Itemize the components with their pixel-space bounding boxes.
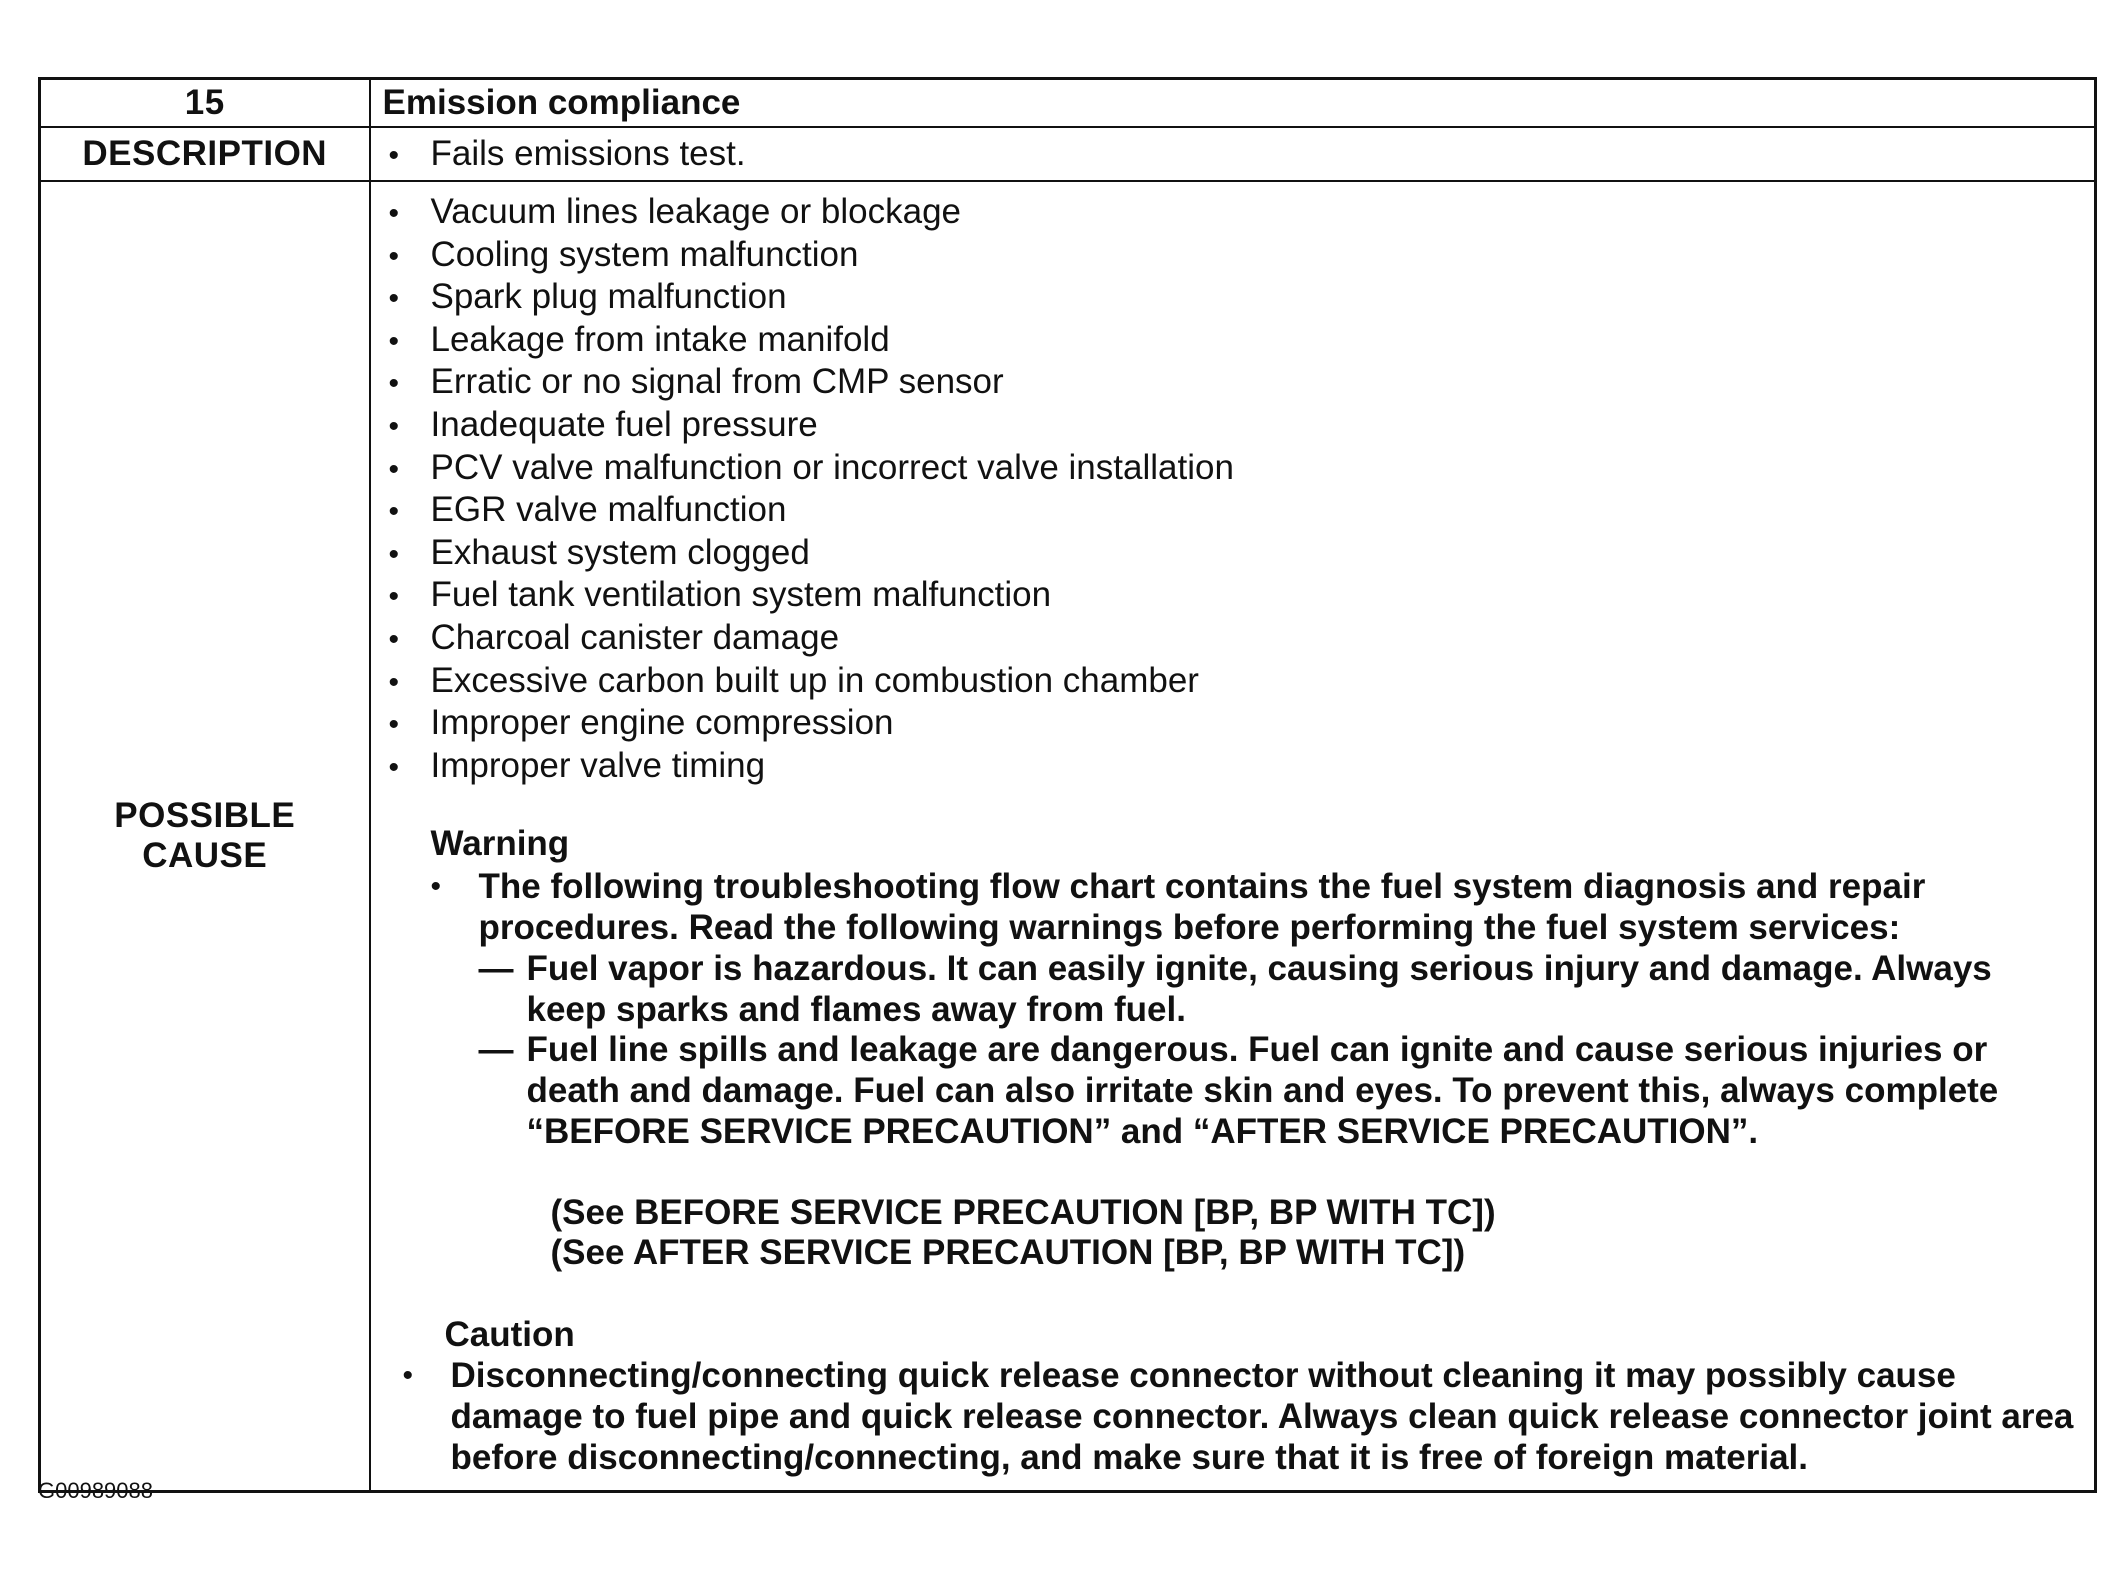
cause-text: PCV valve malfunction or incorrect valve installation xyxy=(430,447,1234,487)
cause-item xyxy=(389,661,2075,704)
bullet-icon: • xyxy=(388,708,400,742)
cause-text: Leakage from intake manifold xyxy=(430,319,890,359)
cause-text: Improper engine compression xyxy=(430,703,894,743)
description-item xyxy=(389,134,2095,174)
warning-body xyxy=(479,867,2075,1274)
dash-icon: — xyxy=(478,1030,514,1070)
warning-dash-text: Fuel vapor is hazardous. It can easily ignite, causing serious injury and damage. Always keep sparks and flames away from fuel. xyxy=(526,948,1992,1029)
cause-text: EGR valve malfunction xyxy=(430,490,787,530)
bullet-icon: • xyxy=(388,580,400,614)
caution-text: Disconnecting/connecting quick release connector without cleaning it may possibly cause damage to fuel pipe and quick release connector. Always clean quick release connector joint area before disconnecting/connecting, and make sure that it is free of foreign material. xyxy=(450,1356,2074,1478)
cause-text: Charcoal canister damage xyxy=(430,617,840,657)
cause-item xyxy=(389,448,2075,491)
see-references xyxy=(551,1193,2075,1275)
description-content xyxy=(370,127,2096,181)
cause-list xyxy=(389,192,2075,788)
dash-icon: — xyxy=(478,948,514,988)
bullet-icon: • xyxy=(388,665,400,699)
bullet-icon: • xyxy=(430,870,442,904)
warning-dash-item xyxy=(479,1030,2075,1152)
cause-text: Excessive carbon built up in combustion chamber xyxy=(430,660,1199,700)
cause-item xyxy=(389,618,2075,661)
cause-text: Spark plug malfunction xyxy=(430,277,787,317)
description-row xyxy=(40,127,2096,181)
caution-block xyxy=(403,1314,2075,1478)
bullet-icon: • xyxy=(388,537,400,571)
bullet-icon: • xyxy=(388,452,400,486)
cause-item xyxy=(389,746,2075,789)
possible-cause-label-line2: CAUSE xyxy=(142,836,268,876)
see-reference-link[interactable]: (See BEFORE SERVICE PRECAUTION [BP, BP WITH TC]) xyxy=(550,1192,1496,1232)
bullet-icon: • xyxy=(388,495,400,529)
cause-text: Erratic or no signal from CMP sensor xyxy=(430,362,1004,402)
troubleshooting-table xyxy=(38,77,2097,1493)
cause-item xyxy=(389,235,2075,278)
caution-title: Caution xyxy=(444,1315,575,1355)
warning-block xyxy=(431,824,2075,1274)
possible-cause-content xyxy=(370,181,2096,1492)
possible-cause-label-line1: POSSIBLE xyxy=(114,796,296,836)
bullet-icon: • xyxy=(388,197,400,230)
bullet-icon: • xyxy=(402,1359,414,1393)
cause-item xyxy=(389,575,2075,618)
bullet-icon: • xyxy=(388,139,400,172)
possible-cause-label xyxy=(40,181,370,1492)
item-title: Emission compliance xyxy=(370,79,2096,128)
bullet-icon: • xyxy=(388,622,400,656)
bullet-icon: • xyxy=(388,239,400,273)
description-label: DESCRIPTION xyxy=(40,127,370,181)
see-reference-link[interactable]: (See AFTER SERVICE PRECAUTION [BP, BP WITH TC]) xyxy=(550,1233,1466,1273)
bullet-icon: • xyxy=(388,750,400,784)
warning-dash-text: Fuel line spills and leakage are dangerous. Fuel can ignite and cause serious injuries or death and damage. Fuel can also irritate skin and eyes. To prevent this, always complete “BEFORE SERVICE PRECAUTION” and “AFTER SERVICE PRECAUTION”. xyxy=(526,1030,1999,1151)
warning-title: Warning xyxy=(430,824,570,864)
cause-text: Improper valve timing xyxy=(430,745,766,785)
header-row xyxy=(40,79,2096,128)
cause-text: Inadequate fuel pressure xyxy=(430,404,818,444)
warning-item xyxy=(431,867,2075,1274)
cause-item xyxy=(389,490,2075,533)
caution-item xyxy=(403,1355,2075,1478)
item-number: 15 xyxy=(40,79,370,128)
cause-item xyxy=(389,362,2075,405)
cause-item xyxy=(389,277,2075,320)
cause-item xyxy=(389,405,2075,448)
bullet-icon: • xyxy=(388,324,400,358)
cause-item xyxy=(389,703,2075,746)
warning-intro: The following troubleshooting flow chart contains the fuel system diagnosis and repair procedures. Read the following warnings before performing the fuel system services: xyxy=(478,867,1926,947)
cause-text: Exhaust system clogged xyxy=(430,532,810,572)
figure-code: G00989088 xyxy=(38,1478,153,1503)
cause-item xyxy=(389,320,2075,363)
cause-text: Fuel tank ventilation system malfunction xyxy=(430,575,1052,615)
description-text: Fails emissions test. xyxy=(430,134,746,173)
bullet-icon: • xyxy=(388,282,400,316)
warning-dash-item xyxy=(479,949,2075,1031)
cause-text: Cooling system malfunction xyxy=(430,234,859,274)
cause-item xyxy=(389,192,2075,235)
bullet-icon: • xyxy=(388,409,400,443)
cause-text: Vacuum lines leakage or blockage xyxy=(430,192,962,231)
possible-cause-row xyxy=(40,181,2096,1492)
cause-item xyxy=(389,533,2075,576)
bullet-icon: • xyxy=(388,367,400,401)
